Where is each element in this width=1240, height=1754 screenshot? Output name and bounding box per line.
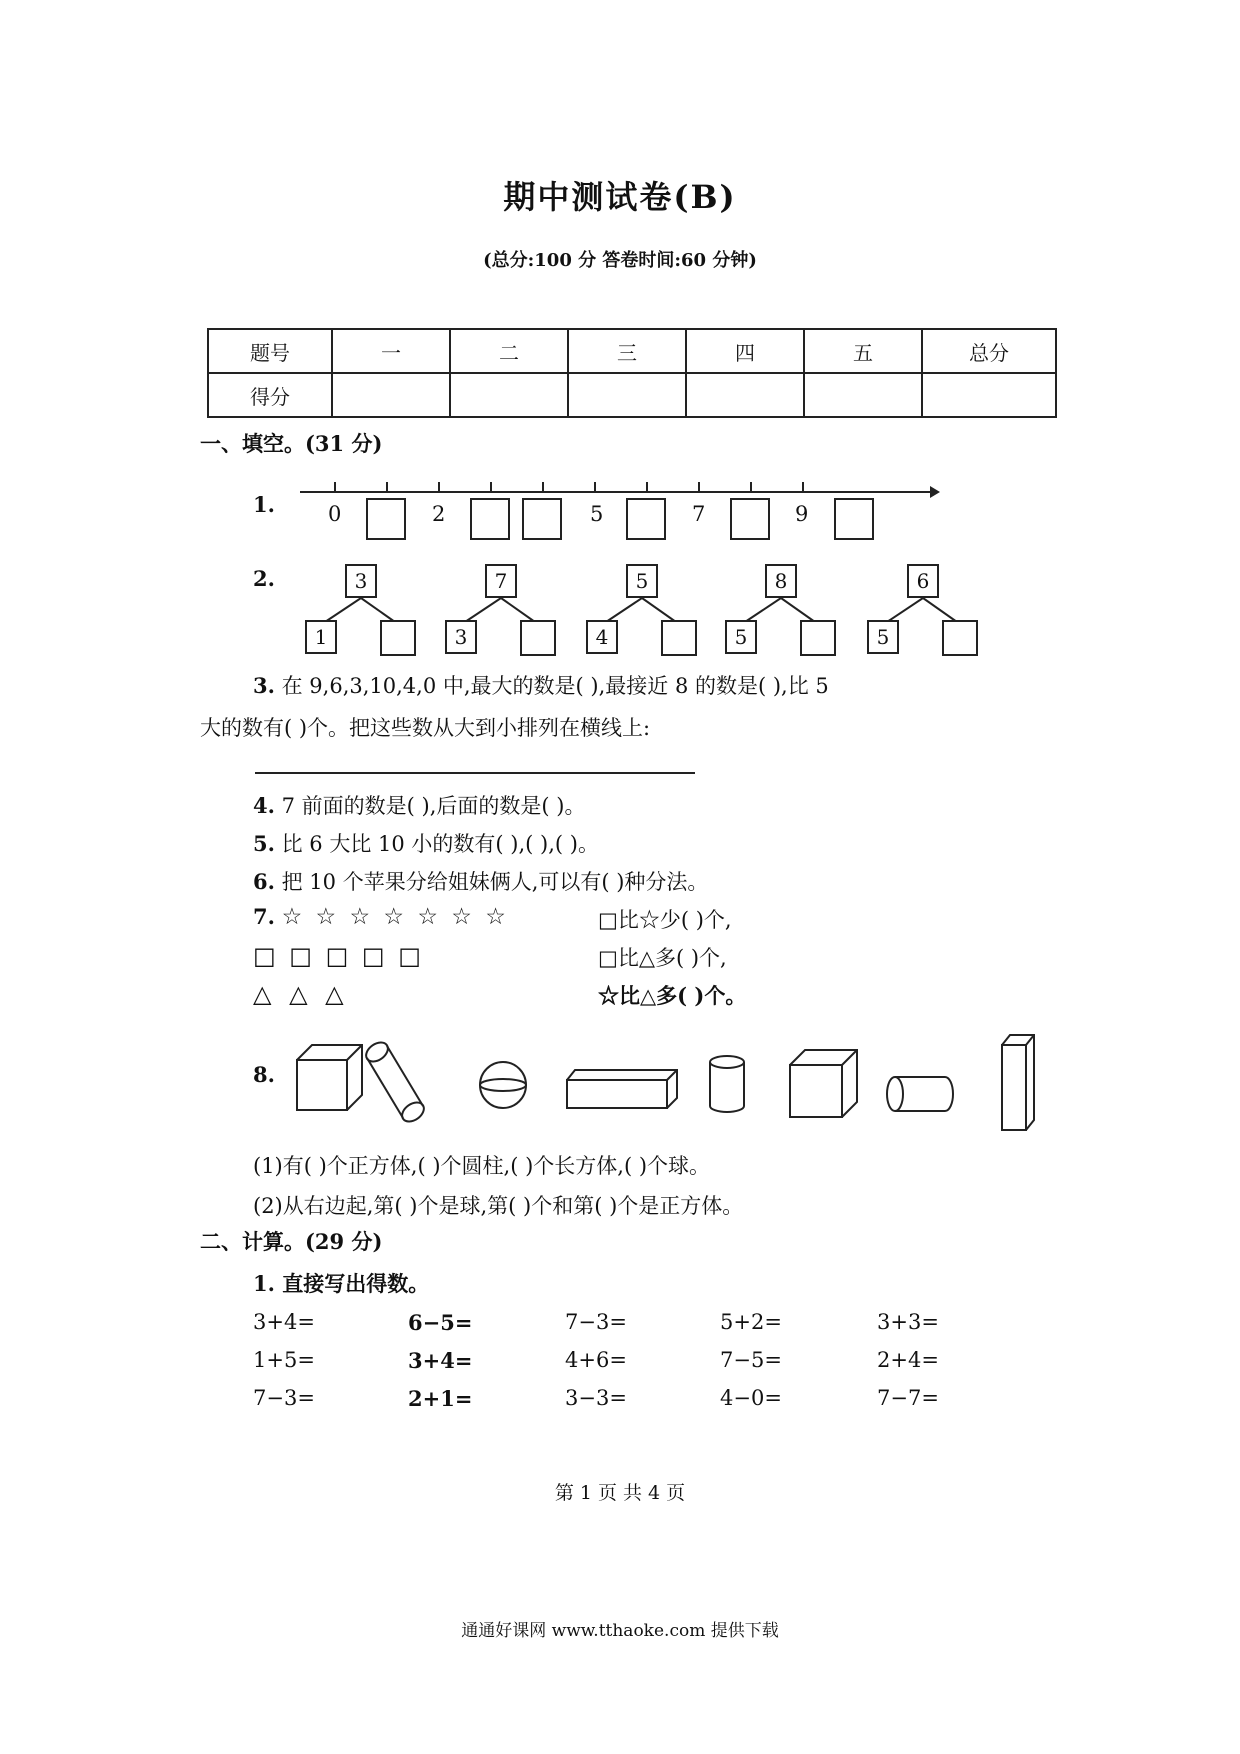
question-1-number: 1. bbox=[253, 492, 275, 517]
number-line-label: 2 bbox=[432, 502, 446, 526]
page-number: 第 1 页 共 4 页 bbox=[554, 1482, 686, 1504]
score-input-cell[interactable] bbox=[922, 373, 1056, 417]
question-7-stars bbox=[253, 904, 509, 930]
question-7-compare-3: ☆比△多( )个。 bbox=[598, 983, 747, 1008]
section-1-heading: 一、填空。(31 分) bbox=[200, 431, 383, 456]
calc-problem[interactable]: 3−3= bbox=[565, 1386, 627, 1410]
answer-box[interactable] bbox=[730, 498, 770, 540]
score-table-cell: 三 bbox=[568, 329, 686, 373]
calc-problem[interactable]: 7−7= bbox=[877, 1386, 939, 1410]
section-2-subheading: 1. 直接写出得数。 bbox=[253, 1271, 430, 1296]
sphere-icon bbox=[480, 1062, 526, 1108]
bond-left-number: 5 bbox=[725, 620, 757, 654]
score-table-cell: 得分 bbox=[208, 373, 332, 417]
answer-box[interactable] bbox=[834, 498, 874, 540]
question-5-text: 比 6 大比 10 小的数有( ),( ),( )。 bbox=[281, 832, 599, 856]
bond-answer-box[interactable] bbox=[520, 620, 556, 656]
score-table-header-row bbox=[208, 329, 1056, 373]
number-line-label: 7 bbox=[692, 502, 706, 526]
cube-icon bbox=[297, 1045, 362, 1110]
question-3-line-1 bbox=[253, 670, 1073, 700]
question-5-number: 5. bbox=[253, 831, 275, 856]
bond-answer-box[interactable] bbox=[942, 620, 978, 656]
bond-top-number: 3 bbox=[345, 564, 377, 598]
bond-answer-box[interactable] bbox=[661, 620, 697, 656]
bond-left-number: 4 bbox=[586, 620, 618, 654]
score-table-cell: 题号 bbox=[208, 329, 332, 373]
calc-problem[interactable]: 7−3= bbox=[565, 1310, 627, 1334]
cylinder-icon bbox=[887, 1077, 953, 1111]
question-7-compare-1: □比☆少( )个, bbox=[598, 908, 732, 932]
solid-shapes bbox=[290, 1030, 1060, 1140]
bond-top-number: 5 bbox=[626, 564, 658, 598]
answer-box[interactable] bbox=[366, 498, 406, 540]
bond-answer-box[interactable] bbox=[380, 620, 416, 656]
calc-problem[interactable]: 4−0= bbox=[720, 1386, 782, 1410]
question-2-number: 2. bbox=[253, 566, 275, 591]
question-4-number: 4. bbox=[253, 793, 275, 818]
section-2-heading: 二、计算。(29 分) bbox=[200, 1229, 383, 1254]
calc-problem[interactable]: 2+1= bbox=[408, 1386, 473, 1411]
calc-problem[interactable]: 3+4= bbox=[408, 1348, 473, 1373]
bond-answer-box[interactable] bbox=[800, 620, 836, 656]
calc-problem[interactable]: 3+3= bbox=[877, 1310, 939, 1334]
question-8-part-2: (2)从右边起,第( )个是球,第( )个和第( )个是正方体。 bbox=[253, 1194, 744, 1218]
score-table-cell: 二 bbox=[450, 329, 568, 373]
question-8-part-1: (1)有( )个正方体,( )个圆柱,( )个长方体,( )个球。 bbox=[253, 1154, 711, 1178]
question-7-number: 7. bbox=[253, 904, 275, 929]
score-input-cell[interactable] bbox=[450, 373, 568, 417]
bond-left-number: 5 bbox=[867, 620, 899, 654]
bond-top-number: 8 bbox=[765, 564, 797, 598]
score-input-cell[interactable] bbox=[568, 373, 686, 417]
cube-icon bbox=[790, 1050, 857, 1117]
cylinder-icon bbox=[710, 1056, 744, 1112]
triangles-row: △ △ △ bbox=[253, 980, 349, 1008]
calc-problem[interactable]: 2+4= bbox=[877, 1348, 939, 1372]
question-3-number: 3. bbox=[253, 673, 275, 698]
page-title: 期中测试卷(B) bbox=[503, 178, 737, 216]
question-6-number: 6. bbox=[253, 869, 275, 894]
cuboid-icon bbox=[1002, 1035, 1034, 1130]
bond-top-number: 7 bbox=[485, 564, 517, 598]
question-6 bbox=[253, 866, 708, 896]
score-table-cell: 一 bbox=[332, 329, 450, 373]
bond-top-number: 6 bbox=[907, 564, 939, 598]
squares-row: □ □ □ □ □ bbox=[253, 942, 424, 970]
answer-line[interactable] bbox=[255, 772, 695, 774]
page-subtitle: (总分:100 分 答卷时间:60 分钟) bbox=[483, 250, 757, 271]
question-7-compare-2: □比△多( )个, bbox=[598, 946, 727, 970]
number-line-label: 9 bbox=[795, 502, 809, 526]
bond-left-number: 3 bbox=[445, 620, 477, 654]
answer-box[interactable] bbox=[470, 498, 510, 540]
score-input-cell[interactable] bbox=[804, 373, 922, 417]
calc-problem[interactable]: 7−3= bbox=[253, 1386, 315, 1410]
score-input-cell[interactable] bbox=[686, 373, 804, 417]
calc-problem[interactable]: 3+4= bbox=[253, 1310, 315, 1334]
calc-problem[interactable]: 4+6= bbox=[565, 1348, 627, 1372]
source-credit: 通通好课网 www.tthaoke.com 提供下载 bbox=[461, 1621, 779, 1641]
question-5 bbox=[253, 828, 599, 858]
stars-row: ☆ ☆ ☆ ☆ ☆ ☆ ☆ bbox=[281, 904, 509, 930]
score-table-cell: 五 bbox=[804, 329, 922, 373]
question-3-line-2: 大的数有( )个。把这些数从大到小排列在横线上: bbox=[200, 716, 651, 740]
answer-box[interactable] bbox=[522, 498, 562, 540]
calc-problem[interactable]: 6−5= bbox=[408, 1310, 473, 1335]
question-6-text: 把 10 个苹果分给姐妹俩人,可以有( )种分法。 bbox=[281, 870, 709, 894]
score-input-cell[interactable] bbox=[332, 373, 450, 417]
question-8-number: 8. bbox=[253, 1062, 275, 1087]
question-3-text: 在 9,6,3,10,4,0 中,最大的数是( ),最接近 8 的数是( ),比 5 bbox=[281, 674, 829, 698]
score-table-score-row bbox=[208, 373, 1056, 417]
question-4 bbox=[253, 790, 585, 820]
calc-problem[interactable]: 5+2= bbox=[720, 1310, 782, 1334]
number-line-label: 0 bbox=[328, 502, 342, 526]
score-table-cell: 四 bbox=[686, 329, 804, 373]
cylinder-icon bbox=[363, 1039, 428, 1126]
score-table-cell: 总分 bbox=[922, 329, 1056, 373]
score-table bbox=[207, 328, 1057, 418]
calc-problem[interactable]: 7−5= bbox=[720, 1348, 782, 1372]
calc-problem[interactable]: 1+5= bbox=[253, 1348, 315, 1372]
cuboid-icon bbox=[567, 1070, 677, 1108]
bond-left-number: 1 bbox=[305, 620, 337, 654]
number-line-label: 5 bbox=[590, 502, 604, 526]
answer-box[interactable] bbox=[626, 498, 666, 540]
question-4-text: 7 前面的数是( ),后面的数是( )。 bbox=[281, 794, 586, 818]
